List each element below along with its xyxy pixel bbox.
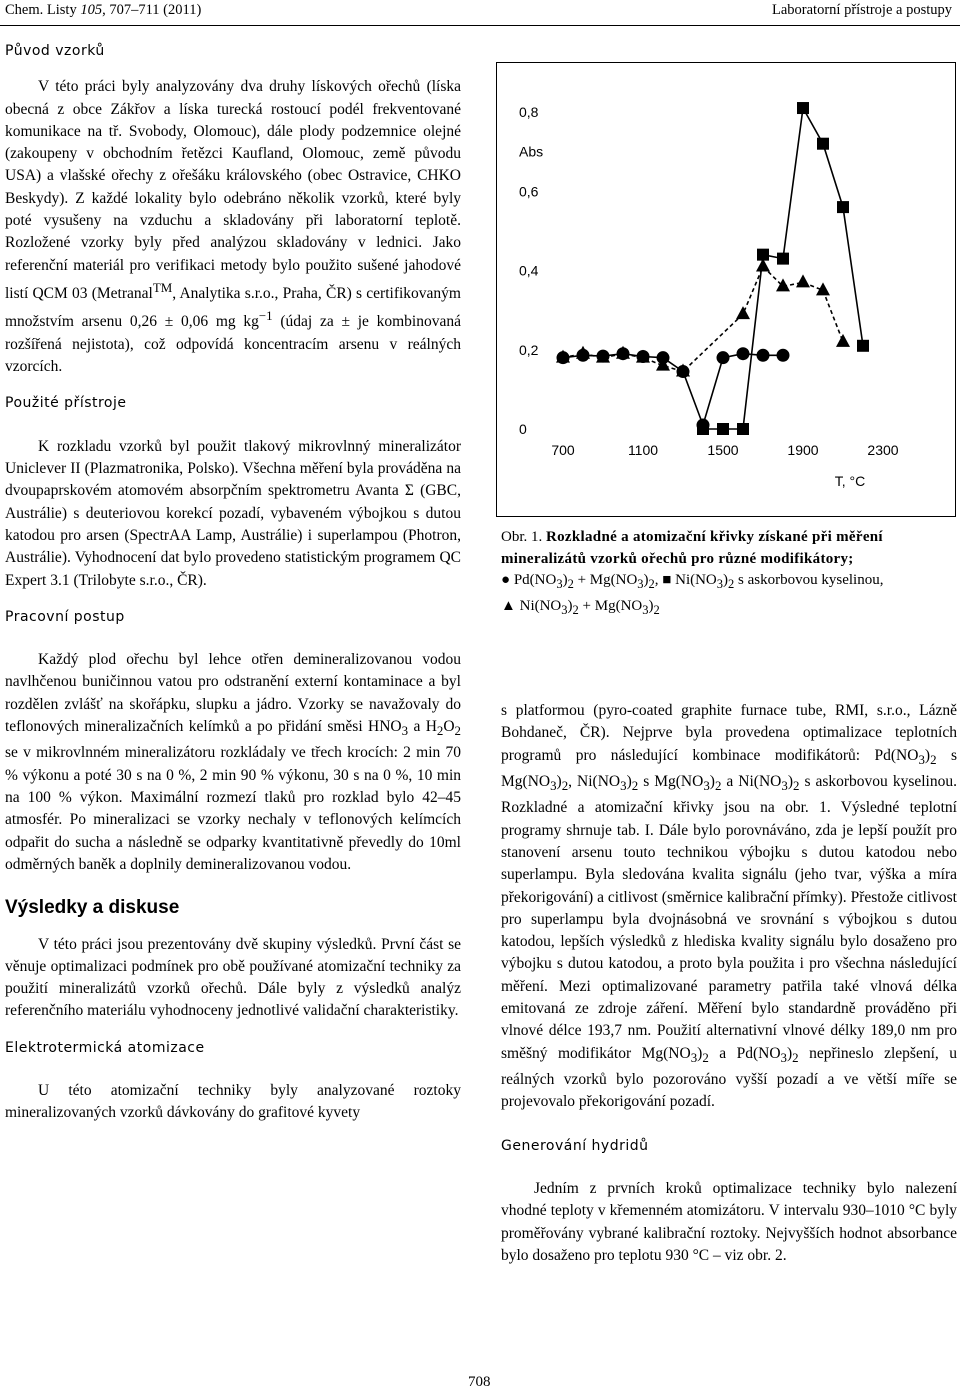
data-point-circle bbox=[757, 349, 770, 362]
data-point-square bbox=[697, 423, 709, 435]
figure-1 bbox=[496, 62, 956, 517]
x-tick-label: 1100 bbox=[627, 442, 659, 458]
data-point-square bbox=[837, 201, 849, 213]
data-point-triangle bbox=[736, 306, 750, 319]
data-point-triangle bbox=[796, 274, 810, 287]
y-axis-label: Abs bbox=[519, 143, 544, 160]
electrothermal-heading: Elektrotermická atomizace bbox=[5, 1039, 205, 1056]
instruments-heading: Použité přístroje bbox=[5, 395, 127, 412]
data-point-square bbox=[757, 249, 769, 261]
electrothermal-paragraph: U této atomizační techniky byly analyzované roztoky mineralizovaných vzorků dávkovány do grafitové kyvety bbox=[5, 1081, 461, 1122]
data-point-square bbox=[857, 340, 869, 352]
caption-label: Obr. 1. bbox=[501, 529, 543, 545]
data-point-triangle bbox=[776, 278, 790, 291]
y-tick-label: 0,8 bbox=[519, 104, 539, 120]
x-tick-label: 1900 bbox=[787, 442, 819, 458]
y-tick-label: 0 bbox=[519, 421, 527, 437]
figure-1-caption bbox=[501, 527, 957, 621]
data-point-triangle bbox=[836, 334, 850, 347]
y-tick-label: 0,6 bbox=[519, 183, 539, 200]
data-point-square bbox=[717, 423, 729, 435]
x-tick-label: 700 bbox=[551, 442, 575, 458]
data-point-square bbox=[737, 423, 749, 435]
running-header-left: Chem. Listy 105, 707–711 (2011) bbox=[5, 2, 202, 18]
data-point-square bbox=[777, 253, 789, 265]
running-header-right: Laboratorní přístroje a postupy bbox=[772, 2, 952, 18]
procedure-heading: Pracovní postup bbox=[5, 608, 125, 625]
header-rule bbox=[0, 25, 960, 26]
instruments-paragraph: K rozkladu vzorků byl použit tlakový mikrovlnný mineralizátor Uniclever II (Plazmatronika, Polsko). Všechna měření byla prováděna na dvoupaprskovém atomovém absorpčním spektrometru Avanta Σ (GBC, Austrálie) s deuteriovou korekcí pozadí, vybaveném výbojkou s dutou katodou pro arsen (SpectrAA Lamp, Austrálie) i superlampou (Photron, Austrálie). Vyhodnocení dat bylo provedeno statistickým programem QC Expert 3.1 (Trilobyte s.r.o., ČR). bbox=[5, 437, 461, 589]
data-point-square bbox=[817, 138, 829, 150]
y-tick-label: 0,4 bbox=[519, 262, 539, 279]
results-heading: Výsledky a diskuse bbox=[5, 897, 180, 919]
data-point-square bbox=[797, 102, 809, 114]
optimization-paragraph: s platformou (pyro-coated graphite furnace tube, RMI, s.r.o., Lázně Bohdaneč, ČR). Nejprve byla provedena optimalizace teplotních programů pro následující kombinace modifikátorů: $Pd(NO_3)_2$ s $Mg(NO_3)_2$, $Ni(NO_3)_2$ s $Mg(NO_3)_2$ a $Ni(NO_3)_2$ s askorbovou kyselinou. Rozkladné a atomizační křivky jsou na obr. 1. Výsledné teplotní programy shrnuje tab. I. Dále bylo porovnáváno, zda je lepší použít pro stanovení arsenu touto technikou výbojku s dutou katodou nebo superlampu. Byla sledována kvalita signálu (jeho tvar, výška a míra překorigování) a citlivost (směrnice kalibrační přímky). Přestože citlivost pro superlampu byla dvojnásobná ve srovnání s výbojkou s dutou katodou, lepších výsledků z hlediska kvality signálu bylo dosaženo pro výbojku s dutou katodou, a proto byla použita i pro všechna následující měření. Mezi optimalizované parametry patřila také vlnová délka emitovaná ze zdroje záření. Měření bylo standardně prováděno při vlnové délce 193,7 nm. Použití alternativní vlnové délky 189,0 nm pro směšný modifikátor $Mg(NO_3)_2$ a $Pd(NO_3)_2$ nepřineslo zlepšení, u reálných vzorků bylo pozorováno vyšší pozadí a ve větší míře se projevovalo překorigování pozadí. bbox=[501, 702, 957, 1111]
decomposition-atomization-chart bbox=[497, 63, 955, 516]
data-point-circle bbox=[737, 347, 750, 360]
y-tick-label: 0,2 bbox=[519, 341, 539, 358]
circle-icon: ● bbox=[501, 572, 511, 588]
triangle-icon: ▲ bbox=[501, 597, 516, 614]
left-column bbox=[5, 40, 461, 1125]
caption-legend-1: ● $Pd(NO_3)_2 + Mg(NO_3)_2$, ■ $Ni(NO_3)_2$ s askorbovou kyselinou, bbox=[501, 572, 884, 591]
caption-title: Rozkladné a atomizační křivky získané při měření mineralizátů vzorků ořechů pro různé modifikátory; bbox=[501, 529, 883, 567]
caption-legend-2: ▲ $Ni(NO_3)_2 + Mg(NO_3)_2$ bbox=[501, 597, 660, 617]
hydride-paragraph: Jedním z prvních kroků optimalizace techniky bylo nalezení vhodné teploty v křemenném atomizátoru. V intervalu 930–1010 °C byly proměřovány vybrané kalibrační roztoky. Nejvyšších hodnot absorbance bylo dosaženo pro teplotu 930 °C – viz obr. 2. bbox=[501, 1179, 957, 1264]
results-paragraph: V této práci jsou prezentovány dvě skupiny výsledků. První část se věnuje optimalizaci podmínek pro obě používané atomizační techniky za použití mineralizátů vzorků ořechů. Dále byly z výsledků analýz referenčního materiálu vyhodnoceny jednotlivé validační charakteristiky. bbox=[5, 935, 461, 1020]
page-number: 708 bbox=[468, 1374, 491, 1390]
x-axis-label: T, °C bbox=[834, 473, 866, 489]
data-point-circle bbox=[777, 349, 790, 362]
series-line-square bbox=[703, 108, 863, 429]
x-tick-label: 2300 bbox=[867, 442, 899, 458]
procedure-paragraph: Každý plod ořechu byl lehce otřen demineralizovanou vodou navlhčenou buničinnou vatou pro odstranění externí kontaminace a byl rozdělen zvlášť na skořápku, slupku a jádro. Vzorky se navažovaly do teflonových mineralizačních kelímků a po přidání směsi $HNO_3$ a $H_2O_2$ se v mikrovlnném mineralizátoru rozkládaly ve třech krocích: 2 min 70 % výkonu a poté 30 s na 0 %, 2 min 90 % výkonu, 30 s na 0 %, 10 min na 100 % výkon. Maximální rozmezí tlaků pro rozklad bylo 42–45 atmosfér. Po mineralizaci se vzorky nechaly v teflonových kelímcích odpařit do sucha a následně se odparky kvantitativně převedly do 10ml odměrných baněk a doplnily demineralizovanou vodou. bbox=[5, 651, 461, 873]
x-tick-label: 1500 bbox=[707, 442, 739, 458]
data-point-circle bbox=[717, 351, 730, 364]
right-column bbox=[501, 700, 957, 1267]
hydride-heading: Generování hydridů bbox=[501, 1137, 649, 1154]
square-icon: ■ bbox=[662, 572, 672, 588]
origin-heading: Původ vzorků bbox=[5, 43, 105, 59]
origin-paragraph: V této práci byly analyzovány dva druhy lískových ořechů (líska obecná z obce Zákřov a líska turecká rostoucí podél frekventované komunikace na tř. Svobody, Olomouc), dále plody podzemnice olejné (zakoupeny v obchodním řetězci Kaufland, Olomouc, země původu USA) a vlašské ořechy z ořešáku královského (obec Ostravice, CHKO Beskydy). Z každé lokality bylo odebráno několik vzorků, které byly poté vysušeny na vzduchu a skladovány při laboratorní teplotě. Rozložené vzorky byly před analýzou skladovány v lednici. Jako referenční materiál pro verifikaci metody bylo použito sušené jahodové listí QCM 03 (Metranal™, Analytika s.r.o., Praha, ČR) s certifikovaným množstvím arsenu 0,26 ± 0,06 mg $kg^{-1}$ (údaj za ± je kombinovaná rozšířená nejistota), což odpovídá koncentracím arsenu v reálných vzorcích. bbox=[5, 78, 462, 376]
